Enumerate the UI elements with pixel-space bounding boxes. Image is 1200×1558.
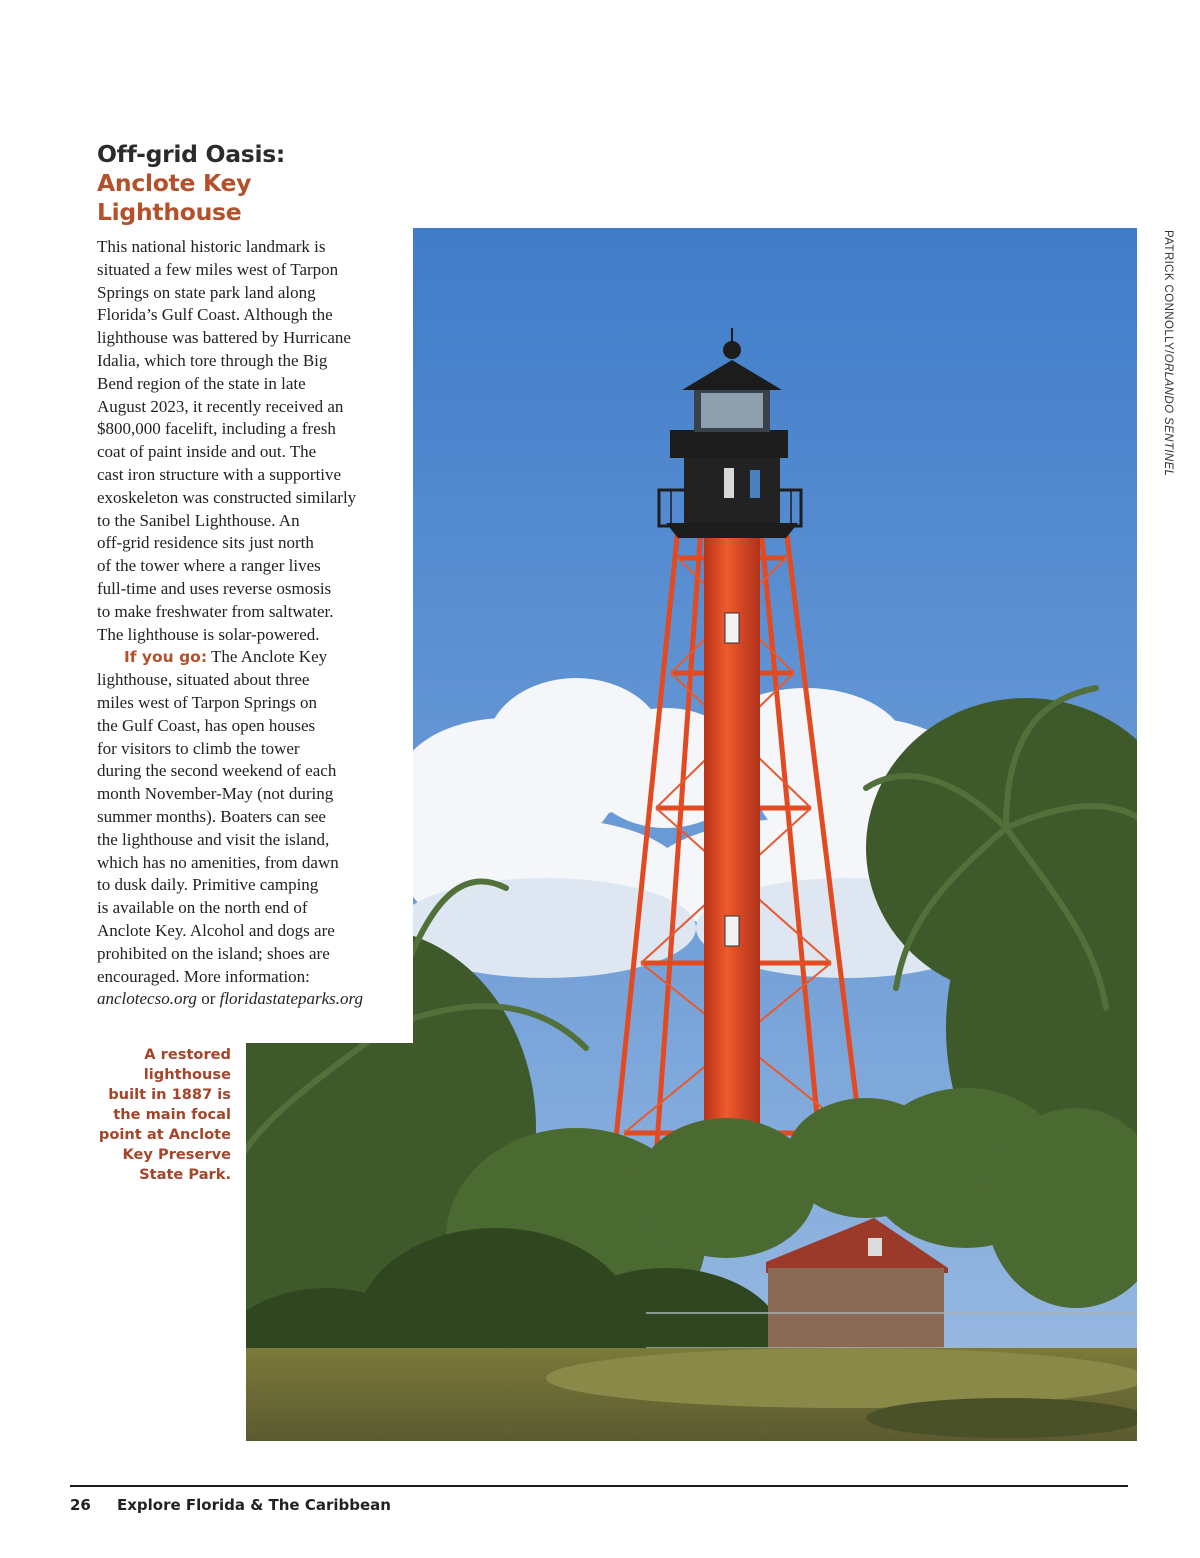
caption-line: lighthouse — [143, 1066, 231, 1083]
headline-line-3: Lighthouse — [97, 198, 242, 226]
body-line: to the Sanibel Lighthouse. An — [97, 510, 300, 530]
credit-outlet: ORLANDO SENTINEL — [1162, 353, 1174, 477]
body-line: which has no amenities, from dawn — [97, 852, 339, 872]
caption-line: Key Preserve — [122, 1146, 231, 1163]
caption-line: A restored — [144, 1046, 231, 1063]
link-floridastateparks[interactable]: floridastateparks.org — [219, 989, 364, 1009]
info-links-line — [97, 988, 397, 1011]
body-line: miles west of Tarpon Springs on — [97, 692, 317, 712]
body-line: to make freshwater from saltwater. — [97, 601, 334, 621]
body-line: for visitors to climb the tower — [97, 738, 300, 758]
body-line: August 2023, it recently received an — [97, 396, 344, 416]
body-line: to dusk daily. Primitive camping — [97, 875, 319, 895]
headline-line-2: Anclote Key — [97, 169, 252, 197]
body-line: the Gulf Coast, has open houses — [97, 715, 316, 735]
article-headline — [97, 140, 285, 227]
body-line: month November-May (not during — [97, 784, 334, 804]
body-line: off-grid residence sits just north — [97, 533, 314, 553]
body-line: The lighthouse is solar-powered. — [97, 624, 320, 644]
credit-name: PATRICK CONNOLLY/ — [1162, 230, 1174, 354]
if-you-go-line — [97, 646, 397, 669]
body-line: This national historic landmark is — [97, 237, 326, 256]
body-line: is available on the north end of — [97, 898, 308, 918]
caption-line: State Park. — [139, 1166, 231, 1183]
caption-line: built in 1887 is — [108, 1086, 231, 1103]
body-line: cast iron structure with a supportive — [97, 464, 342, 484]
caption-line: point at Anclote — [98, 1126, 231, 1143]
caption-line: the main focal — [113, 1106, 231, 1123]
page-number: 26 — [70, 1496, 91, 1514]
photo-caption — [81, 1045, 231, 1185]
body-line: $800,000 facelift, including a fresh — [97, 419, 336, 439]
magazine-title: Explore Florida & The Caribbean — [117, 1496, 391, 1514]
if-you-go-label: If you go: — [124, 648, 208, 667]
body-line: Idalia, which tore through the Big — [97, 350, 328, 370]
body-line: lighthouse was battered by Hurricane — [97, 328, 351, 348]
photo-credit — [1162, 230, 1174, 476]
if-you-go-first: The Anclote Key — [207, 647, 328, 667]
body-line: Springs on state park land along — [97, 282, 316, 302]
body-line: full-time and uses reverse osmosis — [97, 578, 332, 598]
link-anclotecso[interactable]: anclotecso.org — [97, 989, 197, 1009]
body-line: encouraged. More information: — [97, 966, 310, 986]
body-line: Bend region of the state in late — [97, 373, 306, 393]
body-line: situated a few miles west of Tarpon — [97, 259, 339, 279]
body-line: Florida’s Gulf Coast. Although the — [97, 305, 333, 325]
body-line: coat of paint inside and out. The — [97, 442, 317, 462]
body-line: Anclote Key. Alcohol and dogs are — [97, 920, 335, 940]
body-line: during the second weekend of each — [97, 761, 337, 781]
body-line: of the tower where a ranger lives — [97, 556, 321, 576]
body-line: lighthouse, situated about three — [97, 670, 310, 690]
body-line: summer months). Boaters can see — [97, 806, 326, 826]
footer-rule — [70, 1485, 1128, 1487]
body-line: prohibited on the island; shoes are — [97, 943, 330, 963]
headline-line-1: Off-grid Oasis: — [97, 140, 285, 168]
body-line: exoskeleton was constructed similarly — [97, 487, 357, 507]
body-line: the lighthouse and visit the island, — [97, 829, 330, 849]
article-body — [97, 236, 397, 1011]
link-separator: or — [196, 989, 220, 1009]
